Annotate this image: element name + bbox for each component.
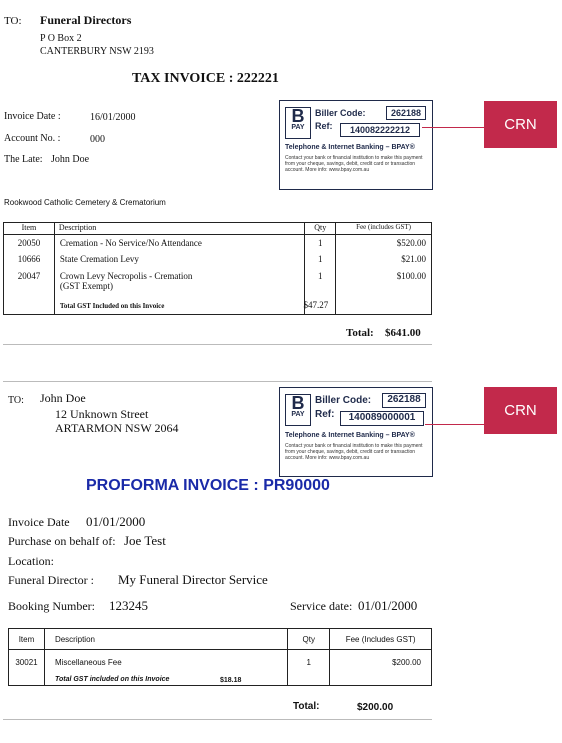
row-fee: $520.00 [396, 238, 426, 248]
address-line-2: ARTARMON NSW 2064 [55, 421, 179, 435]
gst-value: $47.27 [303, 299, 329, 310]
crn-label: CRN [484, 101, 557, 148]
recipient-name: Funeral Directors [40, 13, 132, 27]
cemetery-name: Rookwood Catholic Cemetery & Crematorium [4, 198, 166, 207]
crn-ref-value: 140082222212 [340, 123, 420, 137]
header-item: Item [9, 629, 45, 650]
late-name: John Doe [51, 154, 90, 165]
biller-code-value: 262188 [382, 393, 426, 408]
gst-label: Total GST included on this Invoice [54, 675, 170, 683]
header-fee: Fee (Includes GST) [330, 629, 432, 650]
row-description: Crown Levy Necropolis - Cremation [59, 270, 193, 281]
table-row [4, 269, 432, 299]
address-line-1: 12 Unknown Street [55, 407, 149, 421]
table-row [4, 252, 432, 269]
gst-row [4, 299, 432, 315]
row-qty: 1 [305, 252, 336, 269]
total-label: Total: [293, 701, 320, 712]
invoice-date-label: Invoice Date : [4, 111, 61, 122]
ref-label: Ref: [315, 121, 333, 131]
biller-code-label: Biller Code: [315, 395, 372, 406]
bpay-fine-print: Contact your bank or financial institution to make this payment from your cheque, savings, debit, credit card or transaction account. More info: www.bpay.com.au [285, 155, 423, 173]
bpay-box [279, 100, 433, 190]
crn-pointer-line [422, 127, 484, 128]
row-item: 10666 [4, 252, 55, 269]
account-label: Account No. : [4, 133, 61, 144]
bpay-fine-print: Contact your bank or financial institution to make this payment from your cheque, savings, debit, credit card or transaction account. More info: www.bpay.com.au [285, 443, 423, 461]
row-fee: $200.00 [392, 658, 421, 668]
ref-label: Ref: [315, 409, 335, 420]
row-description: Miscellaneous Fee [44, 650, 287, 676]
gst-label: Total GST Included on this Invoice [59, 301, 165, 310]
service-date-label: Service date: [290, 599, 353, 613]
crn-ref-value: 140089000001 [340, 411, 424, 426]
bpay-logo-icon: B PAY [285, 394, 311, 426]
row-item: 20050 [4, 235, 55, 252]
invoice-title: TAX INVOICE : 222221 [132, 71, 279, 86]
biller-code-label: Biller Code: [315, 108, 366, 118]
booking-number-label: Booking Number: [8, 599, 95, 613]
section-divider [3, 381, 432, 382]
invoice-date-value: 01/01/2000 [86, 514, 146, 529]
purchase-label: Purchase on behalf of: [8, 534, 116, 548]
total-value: $641.00 [385, 327, 421, 339]
table-header-row [9, 629, 432, 650]
recipient-name: John Doe [40, 391, 86, 405]
address-line-2: CANTERBURY NSW 2193 [40, 46, 154, 57]
to-label: TO: [8, 395, 24, 406]
address-line-1: P O Box 2 [40, 33, 82, 44]
header-qty: Qty [305, 223, 336, 235]
tax-invoice-table [3, 222, 432, 315]
proforma-invoice-table [8, 628, 432, 686]
purchase-value: Joe Test [124, 533, 166, 548]
gst-value: $18.18 [219, 676, 242, 684]
header-qty: Qty [288, 629, 330, 650]
row-fee: $21.00 [401, 253, 426, 264]
row-item: 30021 [9, 650, 45, 676]
row-qty: 1 [305, 269, 336, 299]
row-item: 20047 [4, 269, 55, 299]
location-label: Location: [8, 554, 54, 568]
invoice-date-value: 16/01/2000 [90, 112, 136, 123]
proforma-title: PROFORMA INVOICE : PR90000 [86, 477, 330, 494]
invoice-date-label: Invoice Date [8, 515, 70, 529]
divider [3, 719, 432, 720]
row-qty: 1 [288, 650, 330, 676]
bpay-telephone-heading: Telephone & Internet Banking – BPAY® [285, 144, 415, 151]
service-date-value: 01/01/2000 [358, 598, 418, 613]
crn-pointer-line [425, 424, 484, 425]
header-fee: Fee (includes GST) [336, 223, 432, 235]
bpay-telephone-heading: Telephone & Internet Banking – BPAY® [285, 432, 415, 439]
booking-number-value: 123245 [109, 598, 148, 613]
late-label: The Late: [4, 154, 43, 165]
bpay-logo-icon: B PAY [285, 107, 311, 139]
row-description: State Cremation Levy [54, 252, 304, 269]
total-label: Total: [346, 327, 374, 339]
table-row [4, 235, 432, 252]
table-header-row [4, 223, 432, 235]
row-qty: 1 [305, 235, 336, 252]
divider [3, 344, 432, 345]
total-value: $200.00 [357, 702, 394, 713]
funeral-director-label: Funeral Director : [8, 573, 94, 587]
to-label: TO: [4, 15, 22, 27]
header-description: Description [54, 223, 304, 235]
row-fee: $100.00 [396, 270, 426, 281]
crn-label: CRN [484, 387, 557, 434]
row-description: Cremation - No Service/No Attendance [54, 235, 304, 252]
table-row [9, 650, 432, 676]
row-description-note: (GST Exempt) [59, 280, 113, 291]
gst-row [9, 676, 432, 686]
funeral-director-value: My Funeral Director Service [118, 572, 268, 587]
account-value: 000 [90, 134, 105, 145]
header-description: Description [44, 629, 287, 650]
header-item: Item [4, 223, 55, 235]
bpay-box [279, 387, 433, 477]
biller-code-value: 262188 [386, 106, 426, 120]
